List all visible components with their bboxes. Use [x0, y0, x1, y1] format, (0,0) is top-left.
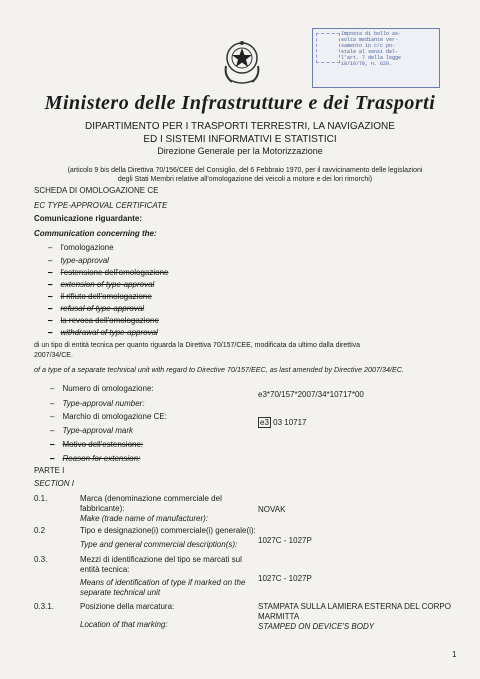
- list-item: – refusal of type-approval: [48, 304, 145, 313]
- approval-mark-box: e3: [260, 418, 269, 427]
- stamp-seal-icon: [316, 33, 340, 63]
- row-label-en: separate technical unit: [80, 588, 161, 597]
- row-number: 0.3.: [34, 555, 48, 564]
- stamp-line: Imposta di bollo as-: [341, 31, 402, 37]
- revenue-stamp: [312, 28, 440, 88]
- list-item: – withdrawal of type-approval: [48, 328, 158, 337]
- legal-reference-line-2: degli Stati Membri relative all'omologazione dei veicoli a motore e dei lori rimorchi): [117, 176, 373, 183]
- row-value: 1027C - 1027P: [258, 536, 312, 545]
- row-label-it: fabbricante):: [80, 504, 125, 513]
- title-en: EC TYPE-APPROVAL CERTIFICATE: [34, 201, 168, 210]
- list-item: – il rifiuto dell'omologazione: [48, 292, 152, 301]
- communication-it: Comunicazione riguardante:: [34, 214, 143, 223]
- row-number: 0.2: [34, 526, 46, 535]
- italian-republic-emblem-icon: [220, 36, 264, 86]
- department-line-3: Direzione Generale per la Motorizzazione: [157, 146, 323, 156]
- department-line-1: DIPARTIMENTO PER I TRASPORTI TERRESTRI, LA NAVIGAZIONE: [85, 121, 395, 132]
- row-value: MARMITTA: [258, 612, 300, 621]
- row-label-it: Mezzi di identificazione del tipo se marcati sul: [80, 555, 242, 564]
- stamp-text: [341, 31, 437, 67]
- field-extension-label-it: – Motivo dell'estensione:: [50, 440, 144, 449]
- stamp-line: l'art. 7 della legge: [341, 55, 402, 61]
- field-extension-label-en: – Reason for extension:: [50, 454, 141, 463]
- list-item: – l'omologazione: [48, 243, 114, 252]
- list-item: – extension of type-approval: [48, 280, 155, 289]
- field-mark-label-en: – Type-approval mark: [50, 426, 133, 435]
- unit-description-it-1: di un tipo di entità tecnica per quanto riguarda la Direttiva 70/157/CEE, modificata da ultimo dalla direttiva: [34, 342, 361, 349]
- part-heading-en: SECTION I: [34, 479, 75, 488]
- row-value: STAMPATA SULLA LAMIERA ESTERNA DEL CORPO: [258, 602, 451, 611]
- field-number-label-en: – Type-approval number:: [50, 399, 145, 408]
- stamp-line: solta mediante ver-: [341, 37, 399, 43]
- legal-reference-line-1: (articolo 9 bis della Direttiva 70/156/CEE del Consiglio, del 6 Febbraio 1970, per il ravvicinamento delle legislazioni: [67, 167, 423, 174]
- page-number: 1: [452, 650, 457, 659]
- approval-mark-number: 03 10717: [273, 418, 307, 427]
- stamp-line: 18/10/78, n. 620.: [341, 61, 393, 67]
- field-mark-label-it: – Marchio di omologazione CE:: [50, 412, 167, 421]
- row-number: 0.1.: [34, 494, 48, 503]
- stamp-line: stale al sensi del-: [341, 49, 399, 55]
- field-number-label-it: – Numero di omologazione:: [50, 384, 154, 393]
- ministry-title: Ministero delle Infrastrutture e dei Trasporti: [44, 92, 436, 114]
- row-label-it: Tipo e designazione(i) commerciale(i) generale(i):: [80, 526, 256, 535]
- row-label-en: Means of identification of type if marked on the: [80, 578, 246, 587]
- row-label-en: Location of that marking:: [80, 620, 168, 629]
- row-number: 0.3.1.: [34, 602, 55, 611]
- unit-description-en: of a type of a separate technical unit with regard to Directive 70/157/EEC, as last amended by Directive 2007/34/EC.: [34, 365, 404, 374]
- department-line-2: ED I SISTEMI INFORMATIVI E STATISTICI: [143, 134, 337, 145]
- row-value: 1027C - 1027P: [258, 574, 312, 583]
- part-heading-it: PARTE I: [34, 466, 65, 475]
- row-label-it: entità tecnica:: [80, 565, 130, 574]
- title-it: SCHEDA DI OMOLOGAZIONE CE: [34, 186, 159, 195]
- row-label-it: Posizione della marcatura:: [80, 602, 175, 611]
- list-item: – la revoca dell'omologazione: [48, 316, 159, 325]
- row-label-en: Make (trade name of manufacturer):: [80, 514, 209, 523]
- communication-en: Communication concerning the:: [34, 229, 157, 238]
- list-item: – l'estensione dell'omologazione: [48, 268, 169, 277]
- row-label-it: Marca (denominazione commerciale del: [80, 494, 222, 503]
- row-label-en: Type and general commercial description(s):: [80, 540, 238, 549]
- approval-number-value: e3*70/157*2007/34*10717*00: [258, 390, 364, 399]
- approval-mark-value: [258, 417, 307, 428]
- row-value: STAMPED ON DEVICE'S BODY: [258, 622, 375, 631]
- unit-description-it-2: 2007/34/CE.: [34, 352, 73, 359]
- stamp-line: samento in c/c po-: [341, 43, 396, 49]
- row-value: NOVAK: [258, 505, 286, 514]
- list-item: – type-approval: [48, 256, 109, 265]
